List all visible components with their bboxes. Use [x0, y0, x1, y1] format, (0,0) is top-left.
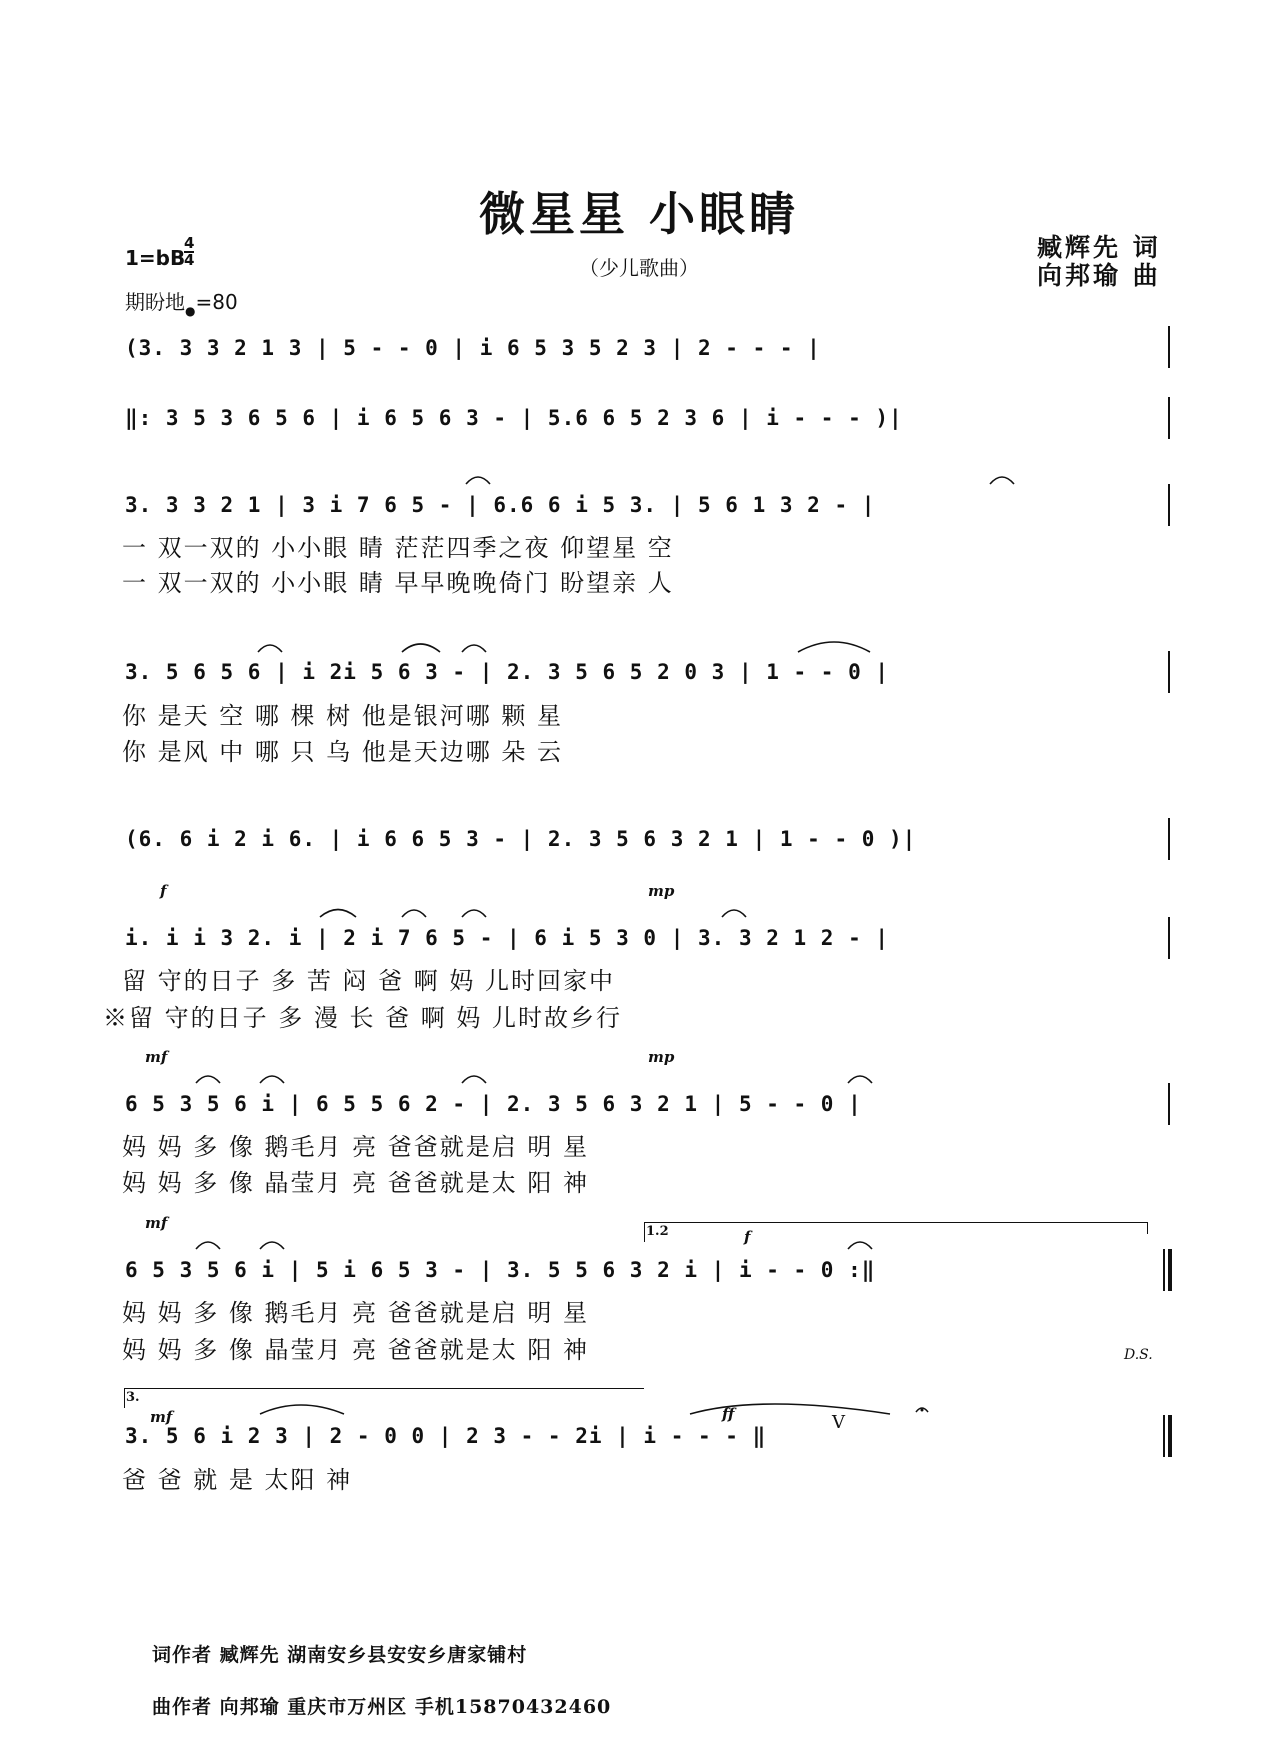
dynamic-marking: mf — [150, 1408, 173, 1426]
page-title: 微星星 小眼睛 — [478, 187, 799, 241]
slur-mark — [402, 910, 426, 917]
dynamic-marking: f — [744, 1228, 751, 1246]
footer-composer-info: 曲作者 向邦瑜 重庆市万州区 手机15870432460 — [152, 1696, 612, 1718]
tempo-text: 期盼地 — [125, 290, 185, 314]
dynamic-marking: ff — [722, 1405, 735, 1423]
score-row-8-lyric-2: 妈 妈 多 像 晶莹月 亮 爸爸就是太 阳 神 — [122, 1336, 590, 1364]
score-row-6-lyric-1: 留 守的日子 多 苦 闷 爸 啊 妈 儿时回家中 — [122, 967, 616, 995]
slur-mark — [722, 910, 746, 917]
slur-mark — [798, 642, 870, 652]
slur-mark — [260, 1405, 344, 1414]
slur-mark — [462, 1076, 486, 1083]
score-row-8-lyric-1: 妈 妈 多 像 鹅毛月 亮 爸爸就是启 明 星 — [122, 1299, 590, 1327]
slur-mark — [462, 910, 486, 917]
volta-label: 1.2 — [646, 1224, 669, 1239]
slur-mark — [258, 645, 282, 652]
score-row-1-notes: (3. 3 3 2 1 3 | 5 - - 0 | i 6 5 3 5 2 3 | 2 - - - | — [125, 336, 821, 360]
score-row-3-lyric-1: 一 双一双的 小小眼 睛 茫茫四季之夜 仰望星 空 — [122, 534, 674, 562]
slur-mark — [402, 644, 440, 652]
score-row-4-lyric-2: 你 是风 中 哪 只 乌 他是天边哪 朵 云 — [122, 738, 564, 766]
score-row-2-notes: ‖: 3 5 3 6 5 6 | i 6 5 6 3 - | 5.6 6 5 2 3 6 | i - - - )| — [125, 406, 903, 430]
quarter-note-icon: ● — [185, 304, 196, 318]
subtitle: （少儿歌曲） — [579, 256, 699, 280]
slur-mark — [466, 477, 490, 484]
score-row-5-notes: (6. 6 i 2 i 6. | i 6 6 5 3 - | 2. 3 5 6 3 2 1 | 1 - - 0 )| — [125, 827, 917, 851]
breath-mark: V — [832, 1412, 845, 1433]
score-row-7-lyric-1: 妈 妈 多 像 鹅毛月 亮 爸爸就是启 明 星 — [122, 1133, 590, 1161]
slur-mark — [990, 477, 1014, 484]
score-row-8-notes: 6 5 3 5 6 i | 5 i 6 5 3 - | 3. 5 5 6 3 2 i | i - - 0 :‖ — [125, 1258, 876, 1282]
score-row-7-lyric-2: 妈 妈 多 像 晶莹月 亮 爸爸就是太 阳 神 — [122, 1169, 590, 1197]
score-row-6-notes: i. i i 3 2. i | 2 i 7 6 5 - | 6 i 5 3 0 | 3. 3 2 1 2 - | — [125, 926, 890, 950]
score-row-4-notes: 3. 5 6 5 6 | i 2i 5 6 3 - | 2. 3 5 6 5 2 0 3 | 1 - - 0 | — [125, 660, 890, 684]
score-row-3-lyric-2: 一 双一双的 小小眼 睛 早早晚晚倚门 盼望亲 人 — [122, 569, 674, 597]
footer-lyricist-info: 词作者 臧辉先 湖南安乡县安安乡唐家铺村 — [152, 1644, 528, 1666]
composer-credit: 向邦瑜 曲 — [1037, 261, 1161, 290]
score-row-4-lyric-1: 你 是天 空 哪 棵 树 他是银河哪 颗 星 — [122, 702, 564, 730]
dynamic-marking: f — [160, 882, 167, 900]
slur-mark — [196, 1076, 220, 1083]
slur-mark — [848, 1242, 872, 1249]
dal-segno-marking: D.S. — [1124, 1347, 1153, 1363]
slur-mark — [848, 1076, 872, 1083]
key-signature: 1=bB — [125, 246, 186, 270]
dynamic-marking: mf — [145, 1214, 168, 1232]
lyricist-credit: 臧辉先 词 — [1037, 233, 1161, 262]
fermata-dot — [921, 1409, 924, 1412]
slur-mark — [690, 1404, 890, 1414]
slur-mark — [260, 1076, 284, 1083]
score-row-9-lyric-1: 爸 爸 就 是 太阳 神 — [122, 1466, 353, 1494]
tempo-value: =80 — [195, 290, 238, 314]
dynamic-marking: mp — [648, 1048, 675, 1066]
score-row-9-notes: 3. 5 6 i 2 3 | 2 - 0 0 | 2 3 - - 2i | i - - - ‖ — [125, 1424, 767, 1448]
score-row-7-notes: 6 5 3 5 6 i | 6 5 5 6 2 - | 2. 3 5 6 3 2 1 | 5 - - 0 | — [125, 1092, 862, 1116]
slur-mark — [260, 1242, 284, 1249]
slur-mark — [196, 1242, 220, 1249]
dynamic-marking: mf — [145, 1048, 168, 1066]
dynamic-marking: mp — [648, 882, 675, 900]
time-signature-top: 4 — [184, 234, 195, 252]
slur-mark — [462, 645, 486, 652]
time-signature-bottom: 4 — [184, 251, 195, 269]
slur-mark — [320, 910, 356, 918]
score-row-3-notes: 3. 3 3 2 1 | 3 i 7 6 5 - | 6.6 6 i 5 3. | 5 6 1 3 2 - | — [125, 493, 876, 517]
volta-label: 3. — [126, 1390, 140, 1405]
score-row-6-lyric-2: ※留 守的日子 多 漫 长 爸 啊 妈 儿时故乡行 — [103, 1004, 623, 1032]
